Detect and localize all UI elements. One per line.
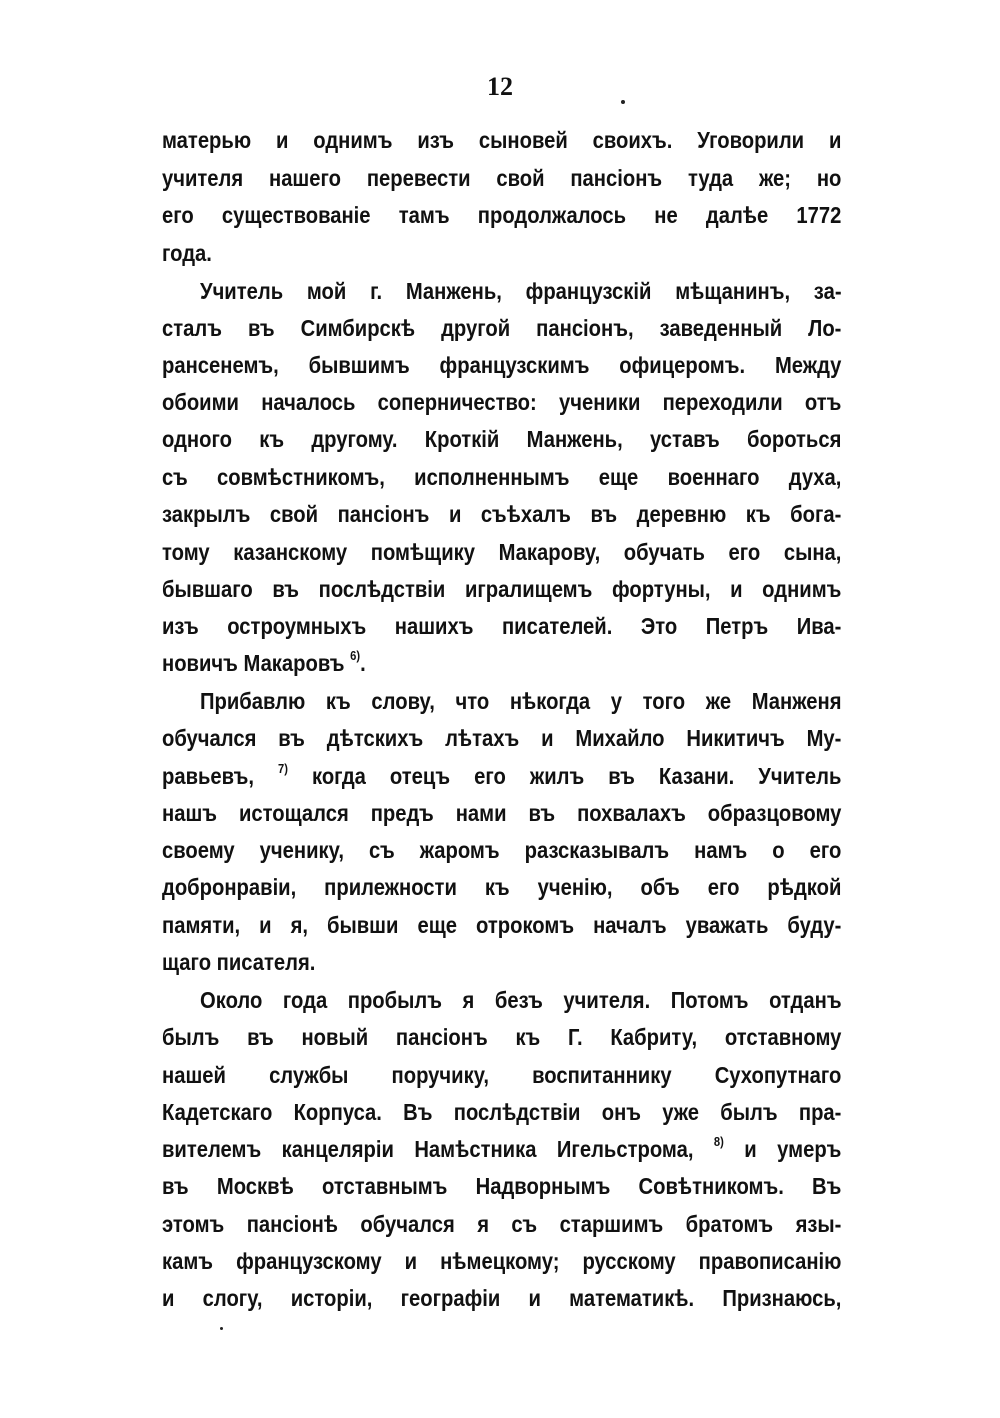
text-line: его существованіе тамъ продолжалось не далѣе 1772	[162, 202, 842, 228]
text-segment: новичъ Макаровъ	[162, 650, 345, 676]
text-line: Около года пробылъ я безъ учителя. Потомъ отданъ	[200, 987, 842, 1013]
text-line: нашей службы поручику, воспитаннику Сухопутнаго	[162, 1062, 842, 1088]
text-line: Кадетскаго Корпуса. Въ послѣдствіи онъ уже былъ пра-	[162, 1099, 842, 1125]
text-line: и слогу, исторіи, географіи и математикѣ. Признаюсь,	[162, 1285, 842, 1311]
footnote-ref: 8)	[713, 1134, 724, 1149]
text-line-with-footnote	[162, 1132, 841, 1166]
page-number: 12	[487, 72, 513, 101]
text-line: изъ остроумныхъ нашихъ писателей. Это Петръ Ива-	[162, 613, 842, 639]
text-line: рансенемъ, бывшимъ французскимъ офицеромъ. Между	[162, 352, 842, 378]
text-line: этомъ пансіонѣ обучался я съ старшимъ братомъ язы-	[162, 1211, 842, 1237]
text-line: памяти, и я, бывши еще отрокомъ началъ уважать буду-	[162, 912, 842, 938]
text-line: добронравіи, прилежности къ ученію, объ его рѣдкой	[162, 874, 842, 900]
text-segment: когда отецъ его жилъ въ Казани. Учитель	[311, 763, 842, 789]
text-line: обоими началось соперничество: ученики переходили отъ	[162, 389, 842, 415]
text-segment: и умеръ	[744, 1136, 842, 1162]
text-line: своему ученику, съ жаромъ разсказывалъ намъ о его	[162, 837, 842, 863]
text-line: бывшаго въ послѣдствіи игралищемъ фортуны, и однимъ	[162, 576, 842, 602]
text-segment: равьевъ,	[162, 763, 254, 789]
footnote-ref: 6)	[350, 648, 361, 663]
text-line: былъ въ новый пансіонъ къ Г. Кабриту, отставному	[162, 1024, 842, 1050]
text-line: обучался въ дѣтскихъ лѣтахъ и Михайло Никитичъ Му-	[162, 725, 842, 751]
text-line-with-footnote	[162, 646, 747, 680]
text-line: щаго писателя.	[162, 949, 316, 975]
text-line: тому казанскому помѣщику Макарову, обучать его сына,	[162, 539, 842, 565]
print-speck	[621, 100, 625, 104]
text-line: одного къ другому. Кроткій Манжень, уставъ бороться	[162, 426, 842, 452]
text-line: въ Москвѣ отставнымъ Надворнымъ Совѣтникомъ. Въ	[162, 1173, 842, 1199]
text-line: Прибавлю къ слову, что нѣкогда у того же Манженя	[200, 688, 842, 714]
text-line: камъ французскому и нѣмецкому; русскому правописанію	[162, 1248, 842, 1274]
text-line: матерью и однимъ изъ сыновей своихъ. Уговорили и	[162, 127, 842, 153]
text-line: года.	[162, 240, 212, 266]
text-line: учителя нашего перевести свой пансіонъ туда же; но	[162, 165, 842, 191]
text-line: нашъ истощался предъ нами въ похвалахъ образцовому	[162, 800, 842, 826]
text-line: съ совмѣстникомъ, исполненнымъ еще военнаго духа,	[162, 464, 842, 490]
text-line: Учитель мой г. Манжень, французскій мѣщанинъ, за-	[200, 278, 842, 304]
text-line: сталъ въ Симбирскѣ другой пансіонъ, заведенный Ло-	[162, 315, 842, 341]
punctuation: .	[360, 650, 366, 676]
print-speck	[220, 1327, 223, 1330]
text-line-with-footnote	[162, 759, 841, 793]
text-line: закрылъ свой пансіонъ и съѣхалъ въ деревню къ бога-	[162, 501, 842, 527]
footnote-ref: 7)	[277, 761, 288, 776]
text-segment: вителемъ канцеляріи Намѣстника Игельстрома,	[162, 1136, 694, 1162]
